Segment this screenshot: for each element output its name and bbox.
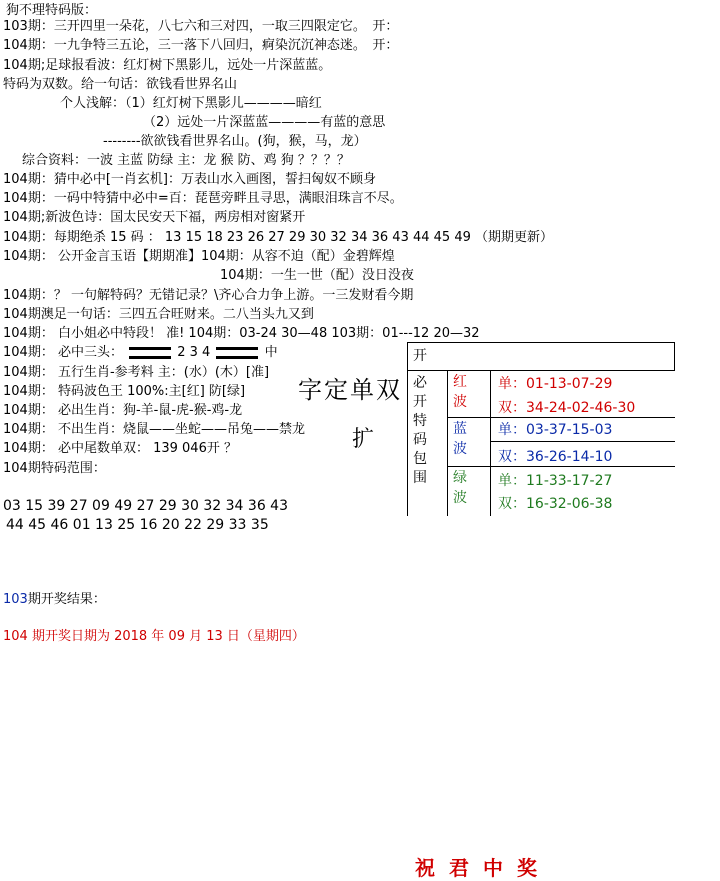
line-golden-words-2: 104期：一生一世（配）没日没夜 (220, 268, 414, 283)
page-title: 狗不理特码版： (6, 3, 98, 18)
line-wave-king: 104期： 特码波色王 100%:主[红] 防[绿] (3, 384, 246, 399)
result-103: 103期开奖结果： (3, 592, 106, 607)
line-range-label: 104期特码范围： (3, 461, 106, 476)
line-personal-3: --------欲欲钱看世界名山。(狗，猴，马，龙） (103, 134, 367, 149)
footer-blessing: 祝君中奖 (415, 856, 551, 880)
green-even-row: 双：16-32-06-38 (498, 496, 613, 512)
bar-decoration (129, 347, 171, 359)
line-personal-2: （2）远处一片深蓝蓝————有蓝的意思 (143, 115, 386, 130)
line-guess-zodiac: 104期：猜中必中[一肖玄机]：万表山水入画图，誓扫匈奴不顾身 (3, 172, 376, 187)
result-104-date: 104 期开奖日期为 2018 年 09 月 13 日（星期四） (3, 629, 305, 644)
line-wave-poem: 104期;新波色诗：国太民安天下福，两房相对窗紧开 (3, 210, 306, 225)
line-not-zodiac: 104期： 不出生肖：烧鼠——坐蛇——吊兔——禁龙 (3, 422, 305, 437)
blue-even-row: 双：36-26-14-10 (498, 449, 613, 465)
line-three-heads (3, 344, 278, 362)
line-tail-odd-even: 104期： 必中尾数单双： 139 046开 ？ (3, 441, 237, 456)
line-australia: 104期澳足一句话：三四五合旺财来。二八当头九又到 (3, 307, 314, 322)
bar-decoration (216, 347, 258, 359)
three-heads-nums: 2 3 4 (177, 345, 211, 360)
line-104-poem: 104期：一九争特三五论，三一落下八回归，痾染沉沉神态迷。 开： (3, 38, 399, 53)
line-must-zodiac: 104期： 必出生肖：狗-羊-鼠-虎-猴-鸡-龙 (3, 403, 243, 418)
line-comprehensive: 综合资料：一波 主蓝 防绿 主：龙 猴 防、鸡 狗 ？？？？ (22, 153, 350, 168)
table-header: 开 (413, 348, 427, 364)
three-heads-label: 104期： 必中三头： (3, 345, 123, 360)
red-odd-row: 单：01-13-07-29 (498, 376, 613, 392)
red-even-row: 双：34-24-02-46-30 (498, 400, 636, 416)
table-col-label: 必 开 特 码 包 围 (413, 375, 427, 486)
wave-name-green: 绿 波 (453, 470, 467, 506)
line-special-even: 特码为双数。给一句话：欲钱看世界名山 (3, 77, 238, 92)
wave-name-red: 红 波 (453, 374, 467, 410)
line-white-lady: 104期： 白小姐必中特段！ 准! 104期：03-24 30—48 103期：01---12 20—32 (3, 326, 480, 341)
range-row-2: 44 45 46 01 13 25 16 20 22 29 33 35 (6, 517, 269, 533)
line-golden-words: 104期： 公开金言玉语【期期准】104期：从容不迫（配）金碧辉煌 (3, 249, 395, 264)
line-kill-15: 104期：每期绝杀 15 码 ： 13 15 18 23 26 27 29 30 32 34 36 43 44 45 49 （期期更新） (3, 230, 553, 245)
three-heads-tail: 中 (264, 345, 278, 360)
overlay-scrawl-2: 扩 (352, 427, 375, 452)
blue-odd-row: 单：03-37-15-03 (498, 422, 613, 438)
range-row-1: 03 15 39 27 09 49 27 29 30 32 34 36 43 (3, 498, 288, 514)
line-103-poem: 103期：三开四里一朵花，八七六和三对四，一取三四限定它。 开： (3, 19, 399, 34)
wave-range-table (407, 342, 675, 516)
green-odd-row: 单：11-33-17-27 (498, 473, 613, 489)
line-one-code: 104期：一码中特猜中必中=百：琵琶旁畔且寻思，满眼泪珠言不尽。 (3, 191, 403, 206)
overlay-scrawl: 字定单双 (298, 376, 402, 404)
line-football-wave: 104期;足球报看波：红灯树下黑影儿，远处一片深蓝蓝。 (3, 58, 332, 73)
wave-name-blue: 蓝 波 (453, 421, 467, 457)
line-five-elements: 104期： 五行生肖-参考料 主：(水）(木）[准] (3, 365, 270, 380)
line-one-sentence: 104期：？ 一句解特码？无错记录？\齐心合力争上游。一三发财看今期 (3, 288, 414, 303)
line-personal-1: 个人浅解：（1）红灯树下黑影儿————暗红 (60, 96, 322, 111)
